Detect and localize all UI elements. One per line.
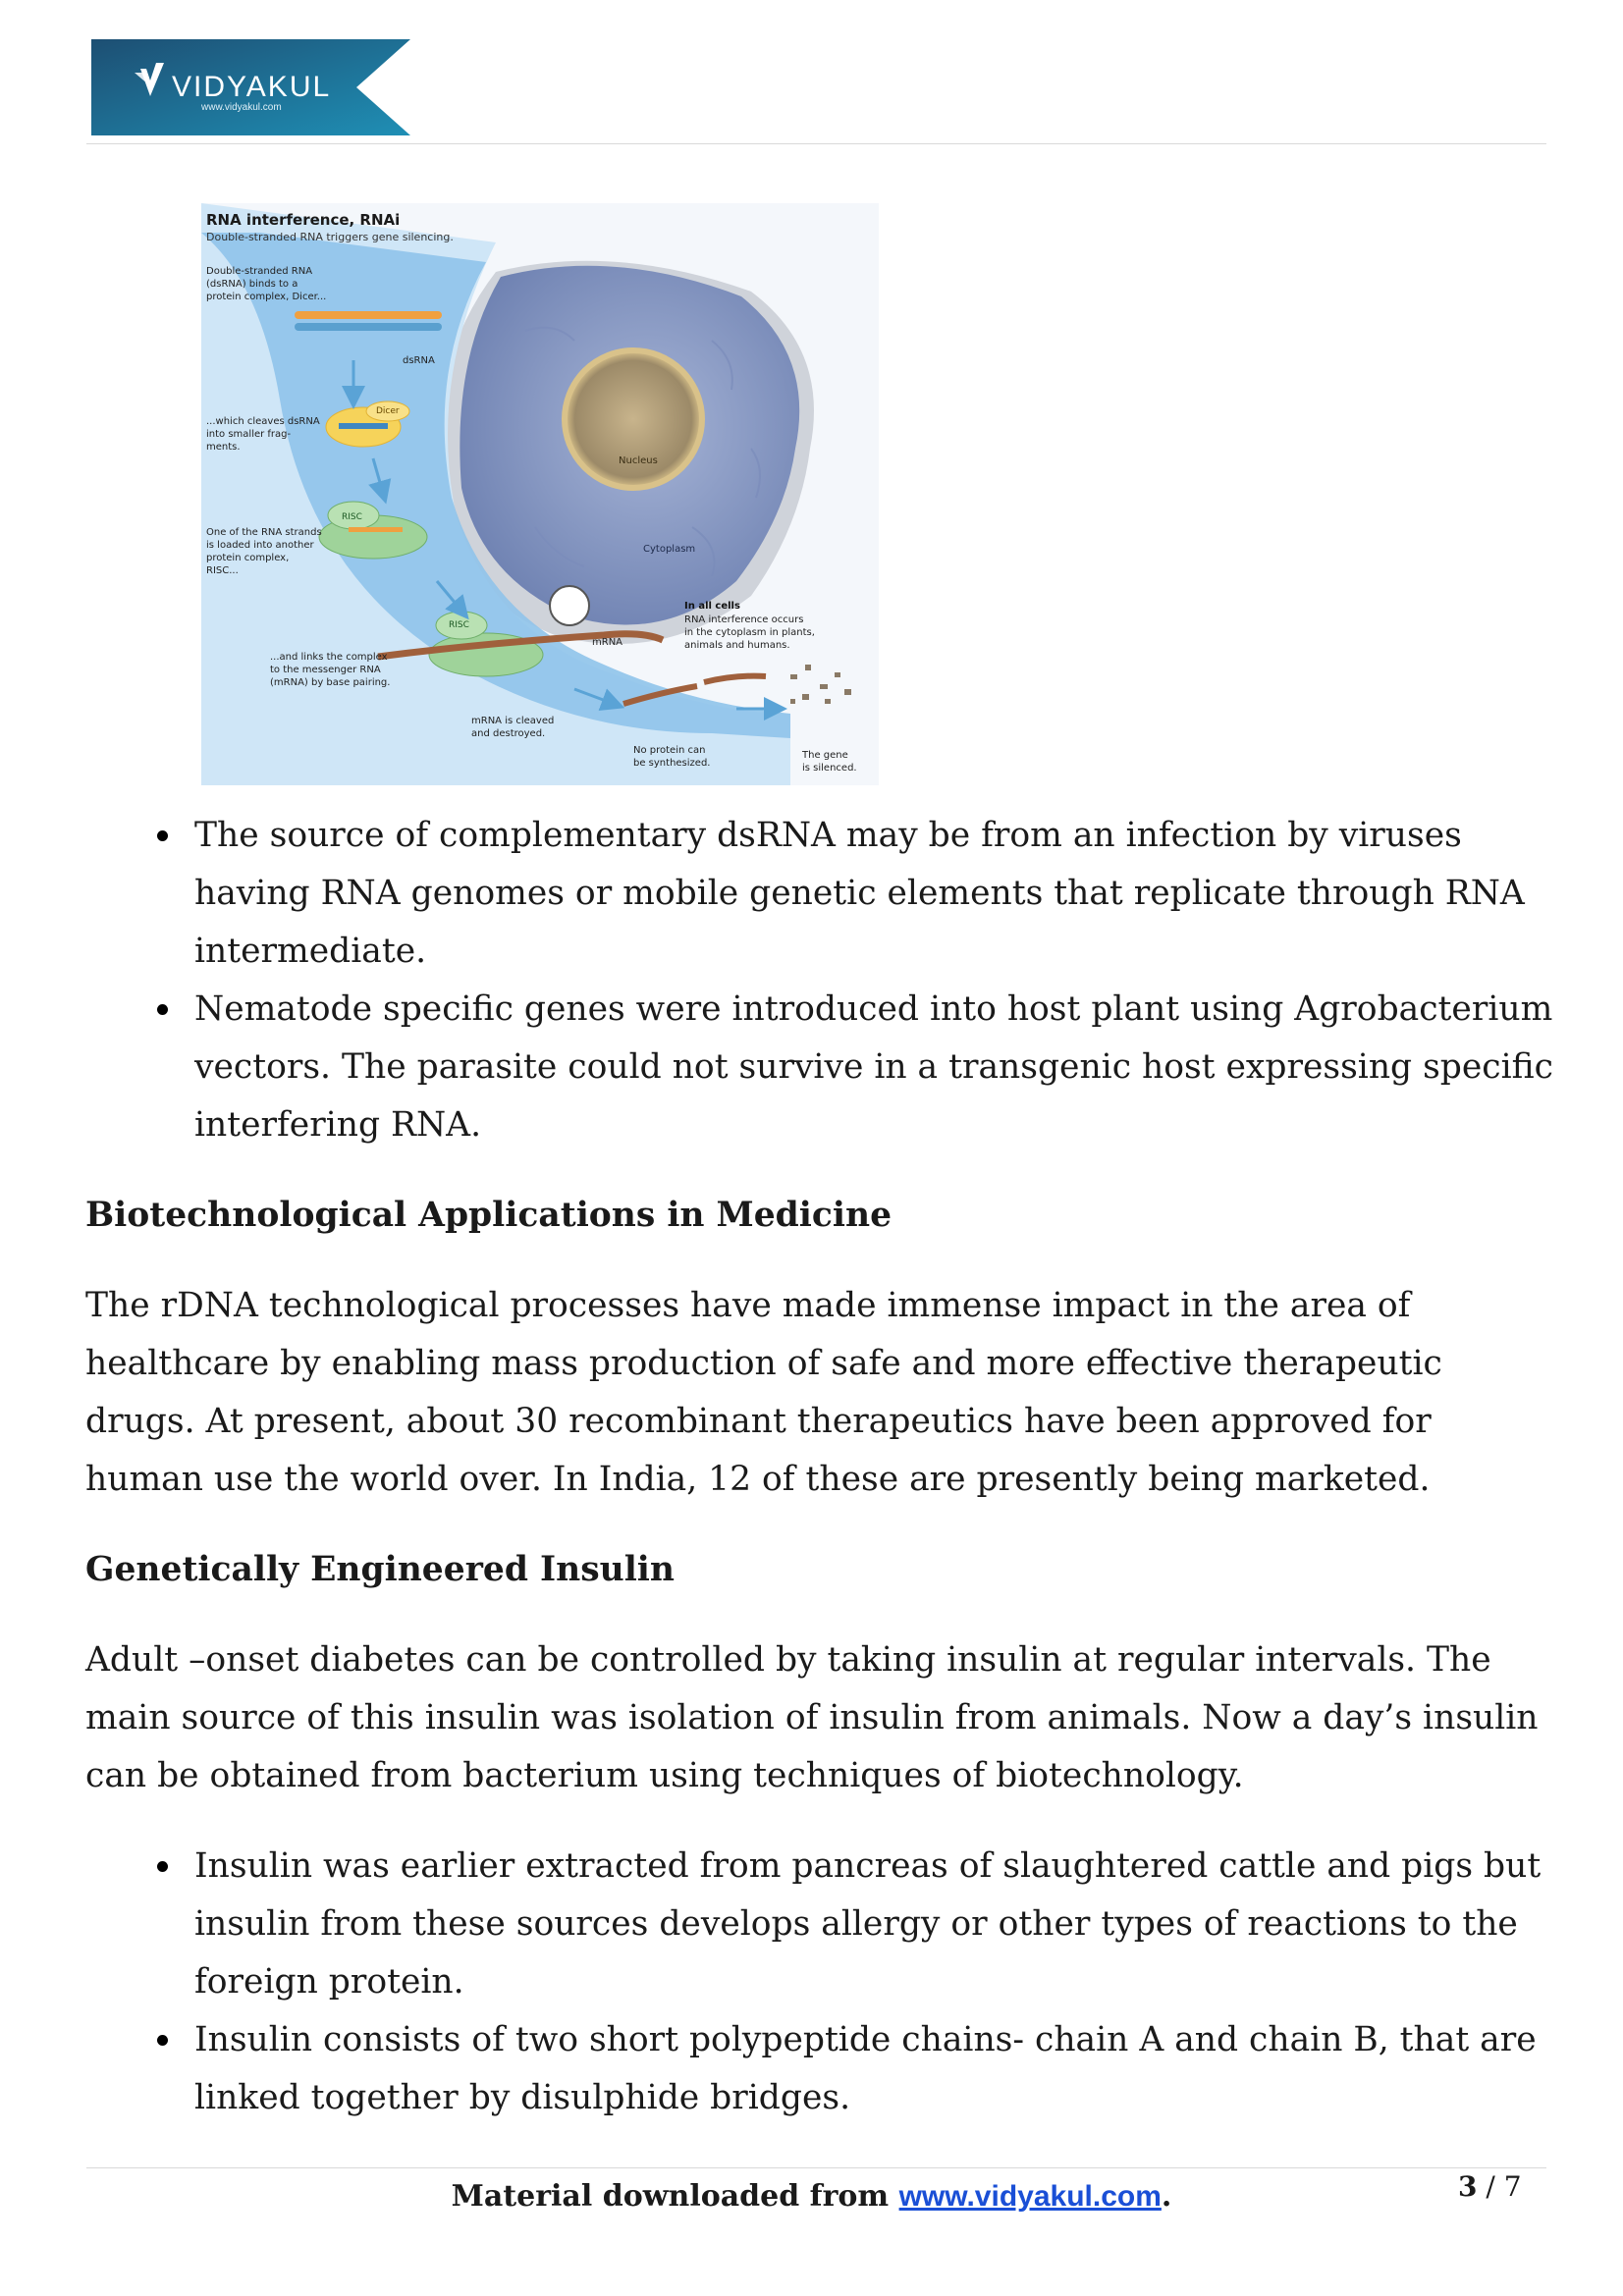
brand-name: VIDYAKUL: [172, 71, 332, 103]
rnai-diagram: [201, 203, 879, 785]
heading-insulin: Genetically Engineered Insulin: [85, 1550, 675, 1589]
list-item: Insulin was earlier extracted from pancreas of slaughtered cattle and pigs but insulin from these sources develops allergy or other types of reactions to the foreign protein.: [194, 1838, 1553, 2011]
risc-label-2: RISC: [449, 620, 469, 630]
step6-text: No protein can be synthesized.: [633, 745, 711, 769]
step7-text: The gene is silenced.: [802, 750, 857, 774]
step5-text: mRNA is cleaved and destroyed.: [471, 716, 555, 739]
paragraph-insulin: Adult –onset diabetes can be controlled by taking insulin at regular intervals. The main source of this insulin was isolation of insulin from animals. Now a day’s insulin can be obtained from bacterium using techniques of biotechnology.: [85, 1640, 1539, 1795]
page-number: [1458, 2170, 1522, 2203]
mrna-label: mRNA: [592, 637, 623, 648]
risc-label-1: RISC: [342, 512, 362, 522]
step2-text: ...which cleaves dsRNA into smaller frag- ments.: [206, 416, 320, 453]
paragraph-medicine: The rDNA technological processes have made immense impact in the area of healthcare by enabling mass production of safe and more effective therapeutic drugs. At present, about 30 recombinant therapeutics have been approved for human use the world over. In India, 12 of these are presently being marketed.: [85, 1286, 1442, 1499]
page-content: [85, 807, 1553, 2127]
list-item: Insulin consists of two short polypeptide chains- chain A and chain B, that are linked together by disulphide bridges.: [194, 2011, 1553, 2127]
cytoplasm-label: Cytoplasm: [643, 544, 696, 555]
page-separator: /: [1477, 2170, 1504, 2203]
all-cells-title: In all cells: [684, 601, 740, 612]
dicer-label: Dicer: [376, 406, 400, 416]
footer: [0, 2167, 1623, 2226]
step3-text: One of the RNA strands is loaded into another protein complex, RISC...: [206, 527, 322, 576]
step4-text: ...and links the complex to the messenger RNA (mRNA) by base pairing.: [270, 652, 391, 688]
footer-prefix: Material downloaded from: [451, 2179, 899, 2214]
vidyakul-logo[interactable]: [91, 39, 410, 135]
bullet-list-rnai: [85, 807, 1553, 1154]
figure-subtitle: Double-stranded RNA triggers gene silencing.: [206, 231, 454, 243]
bullet-list-insulin: [85, 1838, 1553, 2127]
page-total: 7: [1503, 2170, 1522, 2203]
brand-url: www.vidyakul.com: [201, 102, 282, 113]
step1-text: Double-stranded RNA (dsRNA) binds to a protein complex, Dicer...: [206, 266, 327, 302]
figure-title: RNA interference, RNAi: [206, 211, 401, 229]
heading-medicine: Biotechnological Applications in Medicine: [85, 1196, 893, 1235]
all-cells-text: RNA interference occurs in the cytoplasm in plants, animals and humans.: [684, 614, 815, 651]
footer-suffix: .: [1161, 2179, 1172, 2214]
dsrna-label: dsRNA: [403, 355, 435, 366]
footer-link[interactable]: www.vidyakul.com: [898, 2180, 1162, 2213]
page-current: 3: [1458, 2170, 1478, 2203]
header-divider: [86, 143, 1546, 144]
list-item: The source of complementary dsRNA may be from an infection by viruses having RNA genomes or mobile genetic elements that replicate through RNA intermediate.: [194, 807, 1553, 981]
nucleus-label: Nucleus: [619, 455, 658, 466]
list-item: Nematode specific genes were introduced into host plant using Agrobacterium vectors. The parasite could not survive in a transgenic host expressing specific interfering RNA.: [194, 981, 1553, 1154]
